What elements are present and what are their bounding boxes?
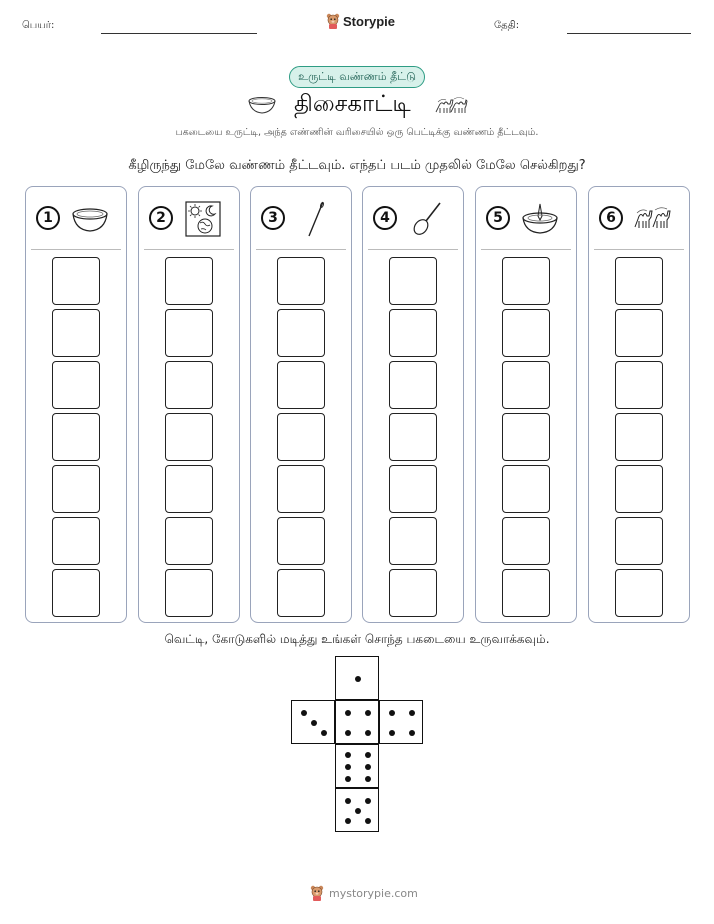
brand-logo (326, 13, 395, 29)
footer-url[interactable]: mystorypie.com (329, 886, 418, 900)
column-4 (362, 186, 464, 623)
color-box[interactable] (52, 517, 100, 565)
die-face-5 (335, 788, 379, 832)
die-instruction: வெட்டி, கோடுகளில் மடித்து உங்கள் சொந்த பகடையை உருவாக்கவும். (164, 632, 550, 646)
column-divider (368, 249, 458, 250)
die-pip (365, 764, 371, 770)
color-box[interactable] (615, 465, 663, 513)
column-number: 1 (36, 206, 60, 230)
bear-mascot-icon (309, 885, 325, 901)
color-box[interactable] (389, 361, 437, 409)
die-pip (345, 752, 351, 758)
color-box[interactable] (277, 257, 325, 305)
needle-icon (295, 199, 335, 239)
color-box[interactable] (389, 569, 437, 617)
date-line[interactable] (567, 33, 691, 34)
color-box[interactable] (389, 309, 437, 357)
color-box[interactable] (502, 309, 550, 357)
die-face-4b (379, 700, 423, 744)
die-face-1 (335, 656, 379, 700)
subtitle: பகடையை உருட்டி, அந்த எண்ணின் வரிசையில் ஒரு பெட்டிக்கு வண்ணம் தீட்டவும். (175, 127, 539, 138)
date-label: தேதி: (494, 20, 520, 31)
die-pip (311, 720, 317, 726)
color-box[interactable] (165, 413, 213, 461)
color-box[interactable] (277, 569, 325, 617)
column-number: 4 (373, 206, 397, 230)
die-pip (355, 808, 361, 814)
column-divider (144, 249, 234, 250)
color-box[interactable] (165, 465, 213, 513)
color-box[interactable] (502, 517, 550, 565)
color-box[interactable] (165, 569, 213, 617)
color-box[interactable] (277, 465, 325, 513)
color-box[interactable] (165, 361, 213, 409)
color-box[interactable] (52, 257, 100, 305)
die-pip (345, 798, 351, 804)
spoon-icon (407, 199, 447, 239)
compass-bowl-icon (520, 199, 560, 239)
color-box[interactable] (52, 309, 100, 357)
footer (309, 885, 418, 901)
color-box[interactable] (502, 413, 550, 461)
color-box[interactable] (502, 361, 550, 409)
color-box[interactable] (277, 517, 325, 565)
column-6 (588, 186, 690, 623)
name-line[interactable] (101, 33, 257, 34)
die-pip (365, 710, 371, 716)
die-face-6 (335, 744, 379, 788)
column-3 (250, 186, 352, 623)
die-pip (365, 776, 371, 782)
die-pip (345, 818, 351, 824)
column-number: 3 (261, 206, 285, 230)
column-divider (594, 249, 684, 250)
die-pip (345, 764, 351, 770)
activity-pill: உருட்டி வண்ணம் தீட்டு (289, 66, 425, 88)
die-face-4 (335, 700, 379, 744)
color-box[interactable] (389, 413, 437, 461)
color-box[interactable] (615, 309, 663, 357)
color-box[interactable] (389, 465, 437, 513)
die-pip (345, 710, 351, 716)
color-box[interactable] (615, 361, 663, 409)
column-divider (31, 249, 121, 250)
die-pip (409, 710, 415, 716)
color-box[interactable] (615, 517, 663, 565)
color-box[interactable] (615, 569, 663, 617)
die-pip (389, 710, 395, 716)
color-box[interactable] (165, 309, 213, 357)
color-box[interactable] (52, 569, 100, 617)
color-box[interactable] (277, 309, 325, 357)
color-box[interactable] (502, 257, 550, 305)
brand-name: Storypie (343, 13, 396, 29)
camels-icon (633, 199, 673, 239)
bowl-icon (70, 199, 110, 239)
column-1 (25, 186, 127, 623)
sun-moon-earth-icon (183, 199, 223, 239)
color-box[interactable] (165, 517, 213, 565)
die-pip (345, 730, 351, 736)
camels-title-icon (434, 96, 468, 116)
die-pip (365, 730, 371, 736)
bear-mascot-icon (326, 13, 340, 29)
color-box[interactable] (502, 569, 550, 617)
page-title: திசைகாட்டி (294, 91, 411, 117)
die-pip (321, 730, 327, 736)
color-box[interactable] (165, 257, 213, 305)
die-pip (301, 710, 307, 716)
name-label: பெயர்: (22, 20, 55, 31)
question: கீழிருந்து மேலே வண்ணம் தீட்டவும். எந்தப் படம் முதலில் மேலே செல்கிறது? (128, 158, 586, 173)
die-pip (389, 730, 395, 736)
color-box[interactable] (277, 361, 325, 409)
color-box[interactable] (389, 257, 437, 305)
color-box[interactable] (389, 517, 437, 565)
column-number: 2 (149, 206, 173, 230)
color-box[interactable] (615, 257, 663, 305)
die-pip (365, 798, 371, 804)
die-pip (355, 676, 361, 682)
color-box[interactable] (502, 465, 550, 513)
column-5 (475, 186, 577, 623)
color-box[interactable] (615, 413, 663, 461)
color-box[interactable] (52, 361, 100, 409)
die-pip (345, 776, 351, 782)
die-face-3 (291, 700, 335, 744)
color-box[interactable] (52, 413, 100, 461)
column-number: 6 (599, 206, 623, 230)
column-2 (138, 186, 240, 623)
column-divider (256, 249, 346, 250)
color-box[interactable] (277, 413, 325, 461)
die-pip (409, 730, 415, 736)
die-pip (365, 752, 371, 758)
bowl-title-icon (247, 96, 277, 116)
color-box[interactable] (52, 465, 100, 513)
die-pip (365, 818, 371, 824)
column-number: 5 (486, 206, 510, 230)
column-divider (481, 249, 571, 250)
